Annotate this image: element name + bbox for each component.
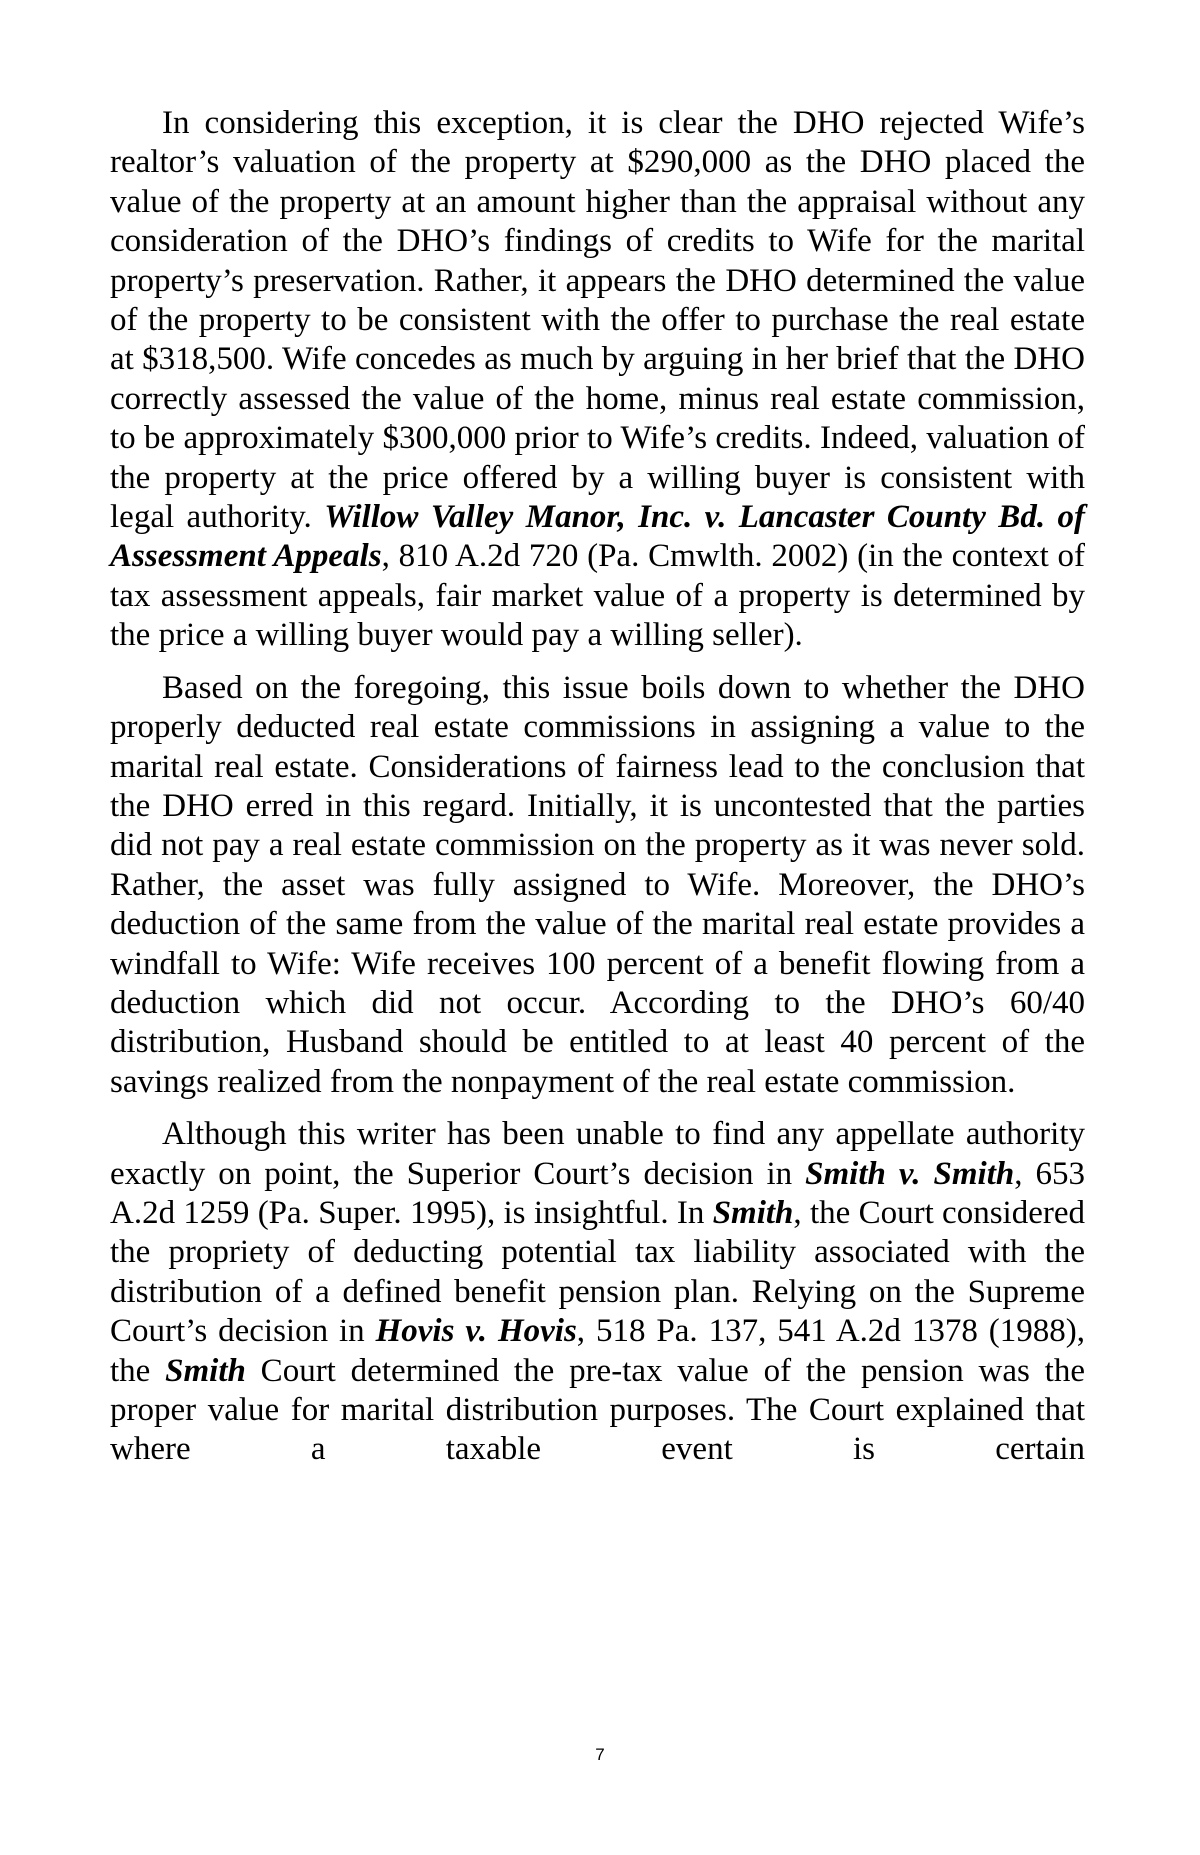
page-number: 7 bbox=[595, 1745, 605, 1764]
paragraph-commissions: Based on the foregoing, this issue boils down to whether the DHO properly deducted real estate commissions in assigning a value to the marital real estate. Considerations of fairness lead to the conclusion that the DHO erred in this regard. Initially, it is uncontested that the parties did not pay a real estate commission on the property as it was never sold. Rather, the asset was fully assigned to Wife. Moreover, the DHO’s deduction of the same from the value of the marital real estate provides a windfall to Wife: Wife receives 100 percent of a benefit flowing from a deduction which did not occur. According to the DHO’s 60/40 distribution, Husband should be entitled to at least 40 percent of the savings realized from the nonpayment of the real estate commission. bbox=[110, 669, 1085, 1100]
case-citation-smith: Smith bbox=[712, 1194, 794, 1231]
case-citation-willow-valley: Willow Valley Manor, Inc. v. Lancaster County Bd. of Assessment Appeals bbox=[110, 499, 1085, 575]
opinion-body bbox=[110, 104, 1085, 1470]
case-citation-smith-v-smith: Smith v. Smith bbox=[805, 1155, 1015, 1192]
case-citation-smith-court: Smith bbox=[165, 1352, 246, 1389]
paragraph-smith-authority: Although this writer has been unable to find any appellate authority exactly on point, the Superior Court’s decision in Smith v. Smith, 653 A.2d 1259 (Pa. Super. 1995), is insightful. In Smith, the Court considered the propriety of deducting potential tax liability associated with the distribution of a defined benefit pension plan. Relying on the Supreme Court’s decision in Hovis v. Hovis, 518 Pa. 137, 541 A.2d 1378 (1988), the Smith Court determined the pre-tax value of the pension was the proper value for marital distribution purposes. The Court explained that where a taxable event is certain bbox=[110, 1116, 1086, 1468]
paragraph-valuation: In considering this exception, it is clear the DHO rejected Wife’s realtor’s valuation of the property at $290,000 as the DHO placed the value of the property at an amount higher than the appraisal without any consideration of the DHO’s findings of credits to Wife for the marital property’s preservation. Rather, it appears the DHO determined the value of the property to be consistent with the offer to purchase the real estate at $318,500. Wife concedes as much by arguing in her brief that the DHO correctly assessed the value of the home, minus real estate commission, to be approximately $300,000 prior to Wife’s credits. Indeed, valuation of the property at the price offered by a willing buyer is consistent with legal authority. Willow Valley Manor, Inc. v. Lancaster County Bd. of Assessment Appeals, 810 A.2d 720 (Pa. Cmwlth. 2002) (in the context of tax assessment appeals, fair market value of a property is determined by the price a willing buyer would pay a willing seller). bbox=[110, 105, 1085, 654]
case-citation-hovis-v-hovis: Hovis v. Hovis bbox=[375, 1313, 577, 1350]
